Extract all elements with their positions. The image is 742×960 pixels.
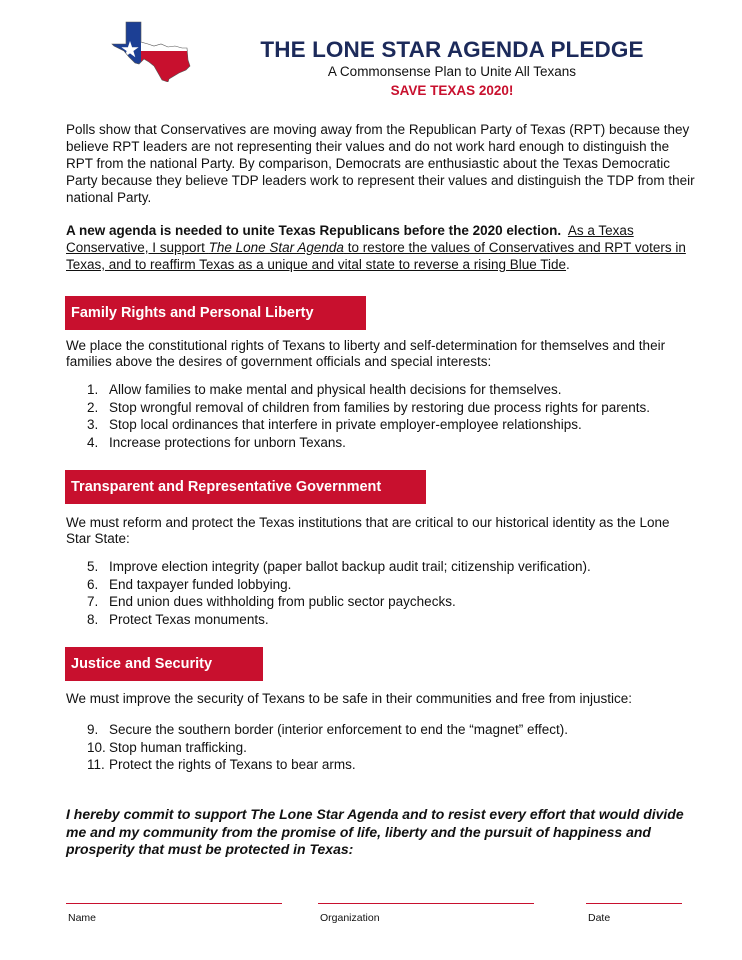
list-item — [87, 434, 650, 452]
page-title: THE LONE STAR AGENDA PLEDGE — [260, 37, 644, 62]
list-item — [87, 593, 591, 611]
item-number: 8. — [87, 611, 99, 627]
list-item — [87, 399, 650, 417]
organization-signature-line[interactable] — [318, 903, 534, 904]
list-item — [87, 721, 568, 739]
item-number: 4. — [87, 434, 99, 450]
agenda-name: The Lone Star Agenda — [208, 240, 344, 255]
section-heading-government: Transparent and Representative Government — [65, 470, 426, 504]
item-number: 9. — [87, 722, 99, 737]
item-text: Increase protections for unborn Texans. — [109, 434, 346, 450]
item-text: Protect the rights of Texans to bear arms. — [109, 757, 356, 772]
section-heading-family-rights: Family Rights and Personal Liberty — [65, 296, 366, 330]
item-text: Stop human trafficking. — [109, 739, 247, 755]
texas-flag-map-icon — [108, 20, 196, 82]
agenda-period: . — [566, 257, 570, 272]
support-text-end: to restore the values of Conservatives and RPT voters in Texas, and to reaffirm Texas as a unique and vital state to reverse a rising Blue Tide — [66, 240, 686, 272]
section-intro-family-rights: We place the constitutional rights of Texans to liberty and self-determination for themselves and their families above the desires of government officials and special interests: — [66, 338, 666, 369]
agenda-list-government — [87, 558, 591, 628]
agenda-list-family-rights — [87, 381, 650, 451]
list-item — [87, 576, 591, 594]
item-number: 5. — [87, 559, 99, 574]
section-intro-government: We must reform and protect the Texas institutions that are critical to our historical identity as the Lone Star State: — [66, 515, 670, 546]
item-text: End taxpayer funded lobbying. — [109, 576, 292, 592]
section-intro-justice: We must improve the security of Texans to be safe in their communities and free from injustice: — [66, 691, 632, 706]
item-number: 2. — [87, 399, 99, 415]
agenda-bold-statement: A new agenda is needed to unite Texas Republicans before the 2020 election. — [66, 223, 562, 238]
slogan: SAVE TEXAS 2020! — [390, 83, 514, 98]
support-text-start: As a Texas Conservative, I support — [66, 223, 634, 255]
page-subtitle: A Commonsense Plan to Unite All Texans — [327, 64, 577, 79]
section-heading-justice: Justice and Security — [65, 647, 263, 681]
item-number: 10. — [87, 739, 106, 755]
item-number: 3. — [87, 417, 99, 432]
list-item — [87, 739, 568, 757]
item-number: 7. — [87, 594, 99, 609]
item-text: Secure the southern border (interior enforcement to end the “magnet” effect). — [109, 722, 568, 737]
agenda-list-justice — [87, 721, 568, 774]
list-item — [87, 756, 568, 774]
list-item — [87, 381, 650, 399]
name-label: Name — [68, 912, 97, 924]
item-number: 11. — [87, 757, 105, 772]
commitment-statement: I hereby commit to support The Lone Star Agenda and to resist every effort that would divide me and my community from the promise of life, liberty and the pursuit of happiness and prosperity that must be protected in Texas: — [66, 806, 684, 857]
list-item — [87, 558, 591, 576]
item-text: Stop wrongful removal of children from families by restoring due process rights for parents. — [109, 399, 650, 415]
item-text: End union dues withholding from public sector paychecks. — [109, 594, 456, 609]
organization-label: Organization — [320, 912, 380, 924]
item-text: Improve election integrity (paper ballot backup audit trail; citizenship verification). — [109, 559, 591, 574]
item-text: Stop local ordinances that interfere in private employer-employee relationships. — [109, 417, 582, 432]
list-item — [87, 416, 650, 434]
item-number: 1. — [87, 382, 99, 397]
date-label: Date — [588, 912, 611, 924]
item-number: 6. — [87, 576, 99, 592]
item-text: Allow families to make mental and physical health decisions for themselves. — [109, 382, 562, 397]
name-signature-line[interactable] — [66, 903, 282, 904]
intro-paragraph: Polls show that Conservatives are moving away from the Republican Party of Texas (RPT) because they believe RPT leaders are not representing their values and do not work hard enough to distinguish the RPT from the national Party. By comparison, Democrats are enthusiastic about the Texas Democratic Party because they believe TDP leaders work to represent their values and distinguish the TDP from their national Party. — [66, 122, 695, 205]
agenda-paragraph — [66, 222, 696, 273]
item-text: Protect Texas monuments. — [109, 611, 269, 627]
date-signature-line[interactable] — [586, 903, 682, 904]
list-item — [87, 611, 591, 629]
